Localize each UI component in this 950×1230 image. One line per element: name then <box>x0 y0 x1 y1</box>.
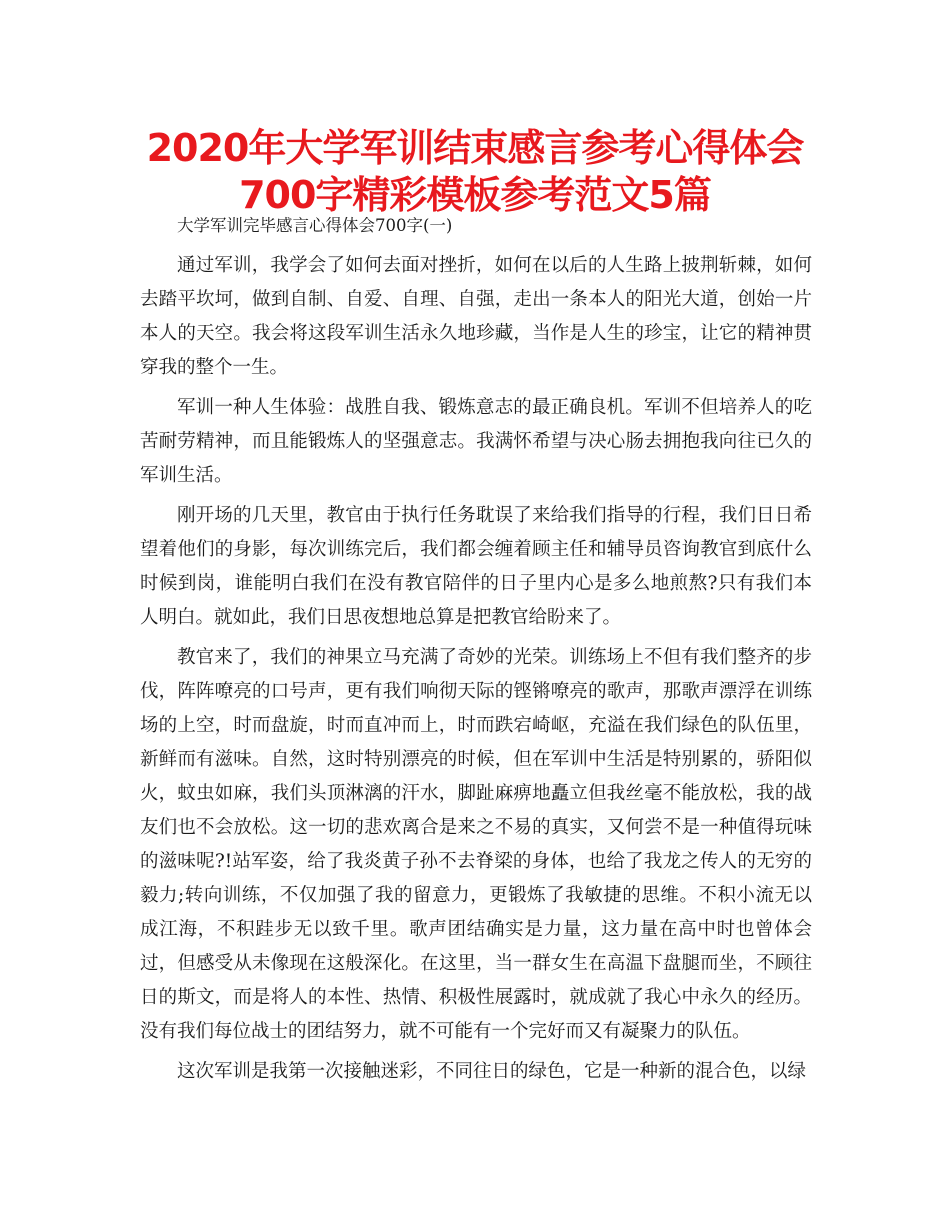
paragraph-2: 军训一种人生体验：战胜自我、锻炼意志的最正确良机。军训不但培养人的吃苦耐劳精神，而且能锻炼人的坚强意志。我满怀希望与决心肠去拥抱我向往已久的军训生活。 <box>140 397 812 486</box>
document-title-line-2: 700字精彩模板参考范文5篇 <box>239 173 711 217</box>
document-title-line-1: 2020年大学军训结束感言参考心得体会 <box>146 126 804 170</box>
paragraph-4: 教官来了，我们的神果立马充满了奇妙的光荣。训练场上不但有我们整齐的步伐，阵阵嘹亮的口号声，更有我们响彻天际的铿锵嘹亮的歌声，那歌声漂浮在训练场的上空，时而盘旋，时而直冲而上，时而跌宕崎岖，充溢在我们绿色的队伍里，新鲜而有滋味。自然，这时特别漂亮的时候，但在军训中生活是特别累的，骄阳似火，蚊虫如麻，我们头顶淋漓的汗水，脚趾麻痹地矗立但我丝毫不能放松，我的战友们也不会放松。这一切的悲欢离合是来之不易的真实，又何尝不是一种值得玩味的滋味呢?!站军姿，给了我炎黄子孙不去脊梁的身体，也给了我龙之传人的无穷的毅力;转向训练，不仅加强了我的留意力，更锻炼了我敏捷的思维。不积小流无以成江海，不积跬步无以致千里。歌声团结确实是力量，这力量在高中时也曾体会过，但感受从未像现在这般深化。在这里，当一群女生在高温下盘腿而坐，不顾往日的斯文，而是将人的本性、热情、积极性展露时，就成就了我心中永久的经历。没有我们每位战士的团结努力，就不可能有一个完好而又有凝聚力的队伍。 <box>140 647 812 1042</box>
section-subtitle: 大学军训完毕感言心得体会700字(一) <box>177 216 453 235</box>
paragraph-3: 刚开场的几天里，教官由于执行任务耽误了来给我们指导的行程，我们日日希望着他们的身影，每次训练完后，我们都会缠着顾主任和辅导员咨询教官到底什么时候到岗，谁能明白我们在没有教官陪伴的日子里内心是多么地煎熬?只有我们本人明白。就如此，我们日思夜想地总算是把教官给盼来了。 <box>140 505 812 628</box>
paragraph-5: 这次军训是我第一次接触迷彩，不同往日的绿色，它是一种新的混合色，以绿 <box>177 1061 807 1082</box>
paragraph-1: 通过军训，我学会了如何去面对挫折，如何在以后的人生路上披荆斩棘，如何去踏平坎坷，做到自制、自爱、自理、自强，走出一条本人的阳光大道，创始一片本人的天空。我会将这段军训生活永久地珍藏，当作是人生的珍宝，让它的精神贯穿我的整个一生。 <box>140 255 812 378</box>
document-body <box>140 209 812 1089</box>
